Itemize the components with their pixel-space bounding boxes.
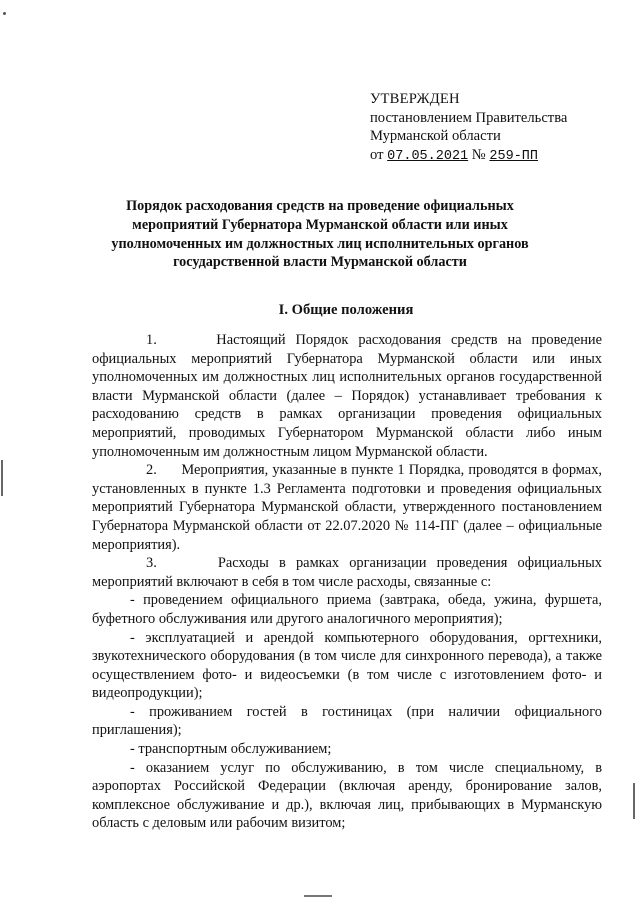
approval-number: 259-ПП — [489, 148, 538, 164]
scan-speck — [3, 12, 6, 15]
scan-edge-mark-left — [1, 460, 3, 496]
list-item: - эксплуатацией и арендой компьютерного оборудования, оргтехники, звукотехнического оборудования (в том числе для синхронного перевода), а также осуществлением фото- и видеосъемки (в том числе с изготовлением фото- и видеопродукции); — [92, 629, 602, 702]
list-item: - транспортным обслуживанием; — [130, 741, 332, 758]
paragraph-1: 1. Настоящий Порядок расходования средств на проведение официальных мероприятий Губернатора Мурманской области или иных уполномоченных им должностных лиц исполнительных органов государственной власти Мурманской области (далее – Порядок) устанавливает требования к расходованию средств в рамках организации проведения официальных мероприятий, проводимых Губернатором Мурманской области либо иным уполномоченным им должностным лицом Мурманской области. — [92, 332, 602, 460]
list-item: - оказанием услуг по обслуживанию, в том числе специальному, в аэропортах Российской Федерации (включая аренду, бронирование залов, комплексное обслуживание и др.), включая лиц, прибывающих в Мурманскую область с деловым или рабочим визитом; — [92, 759, 602, 832]
list-item: - проживанием гостей в гостиницах (при наличии официального приглашения); — [92, 703, 602, 739]
number-prefix: № — [468, 146, 490, 163]
date-prefix: от — [370, 146, 388, 163]
document-body — [92, 331, 602, 833]
approval-block — [370, 90, 567, 166]
paragraph-3: 3. Расходы в рамках организации проведения официальных мероприятий включают в себя в том числе расходы, связанные с: — [92, 555, 602, 590]
document-title: Порядок расходования средств на проведение официальных мероприятий Губернатора Мурманской области или иных уполномоченных им должностных лиц исполнительных органов государственной власти Мурманской области — [111, 198, 529, 271]
scan-edge-mark-right — [633, 783, 635, 819]
approval-heading: УТВЕРЖДЕН — [370, 91, 460, 107]
paragraph-2: 2. Мероприятия, указанные в пункте 1 Порядка, проводятся в формах, установленных в пункте 1.3 Регламента подготовки и проведения официальных мероприятий Губернатора Мурманской области, утвержденного постановлением Губернатора Мурманской области от 22.07.2020 № 114-ПГ (далее – официальные мероприятия). — [92, 462, 602, 553]
approval-date: 07.05.2021 — [387, 148, 469, 164]
section-title: I. Общие положения — [278, 302, 414, 318]
scan-edge-mark-bottom — [304, 895, 332, 897]
list-item: - проведением официального приема (завтрака, обеда, ужина, фуршета, буфетного обслуживания или другого аналогичного мероприятия); — [92, 592, 602, 627]
approval-line-1: постановлением Правительства — [370, 109, 568, 126]
approval-line-2: Мурманской области — [370, 128, 501, 144]
approval-date-line — [370, 146, 567, 167]
